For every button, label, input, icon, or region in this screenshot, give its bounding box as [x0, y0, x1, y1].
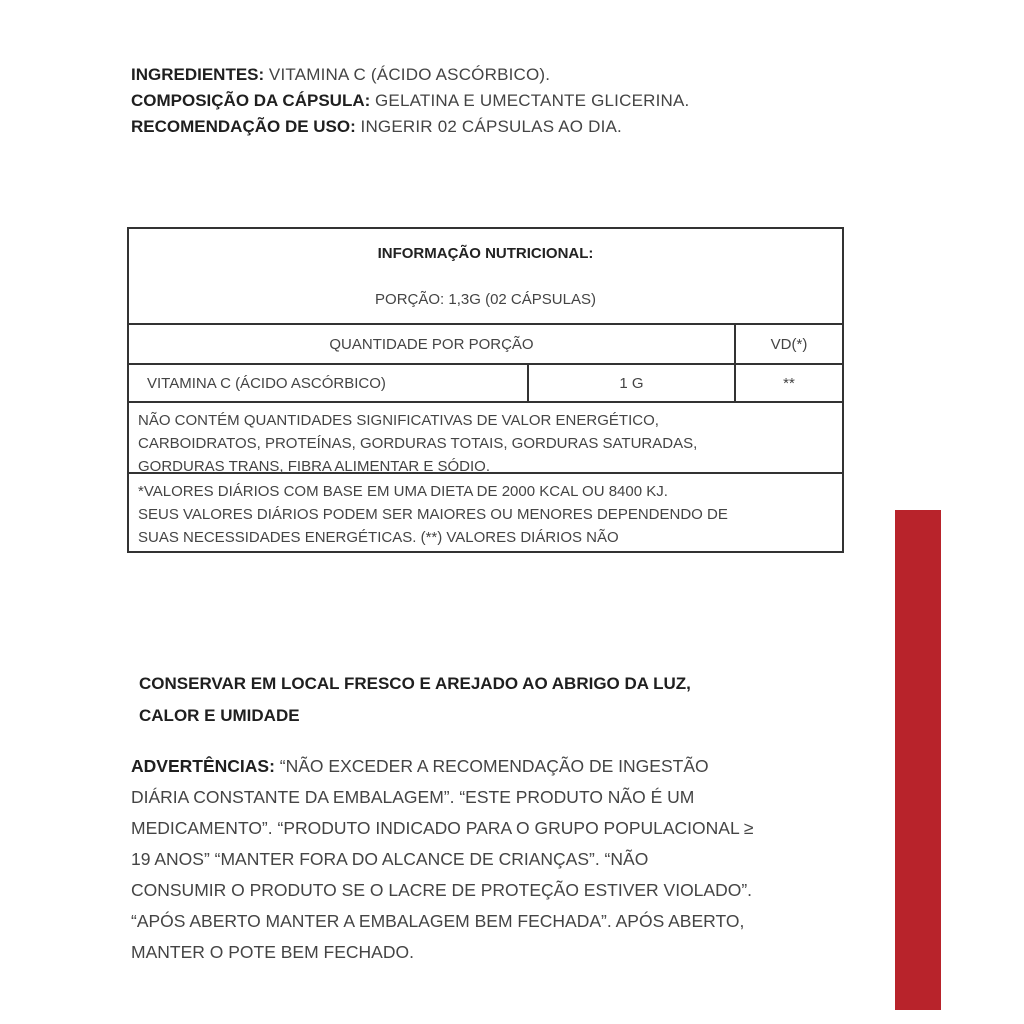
nutrition-footnote-line: SUAS NECESSIDADES ENERGÉTICAS. (**) VALORES DIÁRIOS NÃO — [138, 529, 619, 546]
nutrition-note-line: CARBOIDRATOS, PROTEÍNAS, GORDURAS TOTAIS, GORDURAS SATURADAS, — [138, 435, 698, 452]
nutrition-note-line: NÃO CONTÉM QUANTIDADES SIGNIFICATIVAS DE VALOR ENERGÉTICO, — [138, 412, 659, 429]
usage-recommendation-value: INGERIR 02 CÁPSULAS AO DIA. — [360, 117, 622, 136]
nutrient-name: VITAMINA C (ÁCIDO ASCÓRBICO) — [129, 365, 529, 401]
nutrition-table-title: INFORMAÇÃO NUTRICIONAL: — [377, 245, 594, 262]
ingredients-block — [131, 62, 851, 140]
warnings-block — [131, 751, 851, 968]
warnings-line: “APÓS ABERTO MANTER A EMBALAGEM BEM FECHADA”. APÓS ABERTO, — [131, 911, 745, 931]
warnings-line: CONSUMIR O PRODUTO SE O LACRE DE PROTEÇÃO ESTIVER VIOLADO”. — [131, 880, 753, 900]
ingredients-label: INGREDIENTES: — [131, 65, 265, 84]
nutrition-table — [127, 227, 844, 553]
warnings-line: MEDICAMENTO”. “PRODUTO INDICADO PARA O GRUPO POPULACIONAL ≥ — [131, 818, 754, 838]
nutrition-footnote-row — [129, 474, 842, 551]
nutrient-vd: ** — [783, 374, 795, 392]
nutrition-footnote-line: SEUS VALORES DIÁRIOS PODEM SER MAIORES OU MENORES DEPENDENDO DE — [138, 506, 728, 523]
capsule-composition-line — [131, 88, 851, 114]
vd-header: VD(*) — [770, 335, 808, 353]
warnings-text: “NÃO EXCEDER A RECOMENDAÇÃO DE INGESTÃO — [279, 756, 709, 776]
nutrition-portion: PORÇÃO: 1,3G (02 CÁPSULAS) — [375, 291, 596, 308]
usage-recommendation-line — [131, 114, 851, 140]
nutrient-amount: 1 G — [529, 365, 736, 401]
ingredients-line — [131, 62, 851, 88]
nutrition-note — [138, 409, 833, 478]
nutrition-footnote — [138, 480, 833, 549]
storage-line: CONSERVAR EM LOCAL FRESCO E AREJADO AO ABRIGO DA LUZ, — [139, 674, 691, 693]
warnings-line: DIÁRIA CONSTANTE DA EMBALAGEM”. “ESTE PRODUTO NÃO É UM — [131, 787, 695, 807]
storage-instructions — [139, 668, 839, 732]
accent-bar — [895, 510, 941, 1010]
nutrition-table-header — [129, 229, 842, 325]
nutrition-footnote-line: *VALORES DIÁRIOS COM BASE EM UMA DIETA DE 2000 KCAL OU 8400 KJ. — [138, 483, 668, 500]
warnings-line: 19 ANOS” “MANTER FORA DO ALCANCE DE CRIANÇAS”. “NÃO — [131, 849, 649, 869]
nutrition-note-line: GORDURAS TRANS, FIBRA ALIMENTAR E SÓDIO. — [138, 458, 491, 475]
storage-line: CALOR E UMIDADE — [139, 706, 300, 725]
capsule-composition-value: GELATINA E UMECTANTE GLICERINA. — [375, 91, 690, 110]
ingredients-value: VITAMINA C (ÁCIDO ASCÓRBICO). — [268, 65, 551, 84]
warnings-line — [131, 751, 851, 782]
nutrition-column-headers — [129, 325, 842, 365]
nutrition-note-row — [129, 403, 842, 474]
capsule-composition-label: COMPOSIÇÃO DA CÁPSULA: — [131, 91, 371, 110]
table-row — [129, 365, 842, 403]
warnings-line: MANTER O POTE BEM FECHADO. — [131, 942, 414, 962]
warnings-label: ADVERTÊNCIAS: — [131, 756, 275, 776]
qty-per-portion-header: QUANTIDADE POR PORÇÃO — [129, 325, 736, 363]
usage-recommendation-label: RECOMENDAÇÃO DE USO: — [131, 117, 356, 136]
